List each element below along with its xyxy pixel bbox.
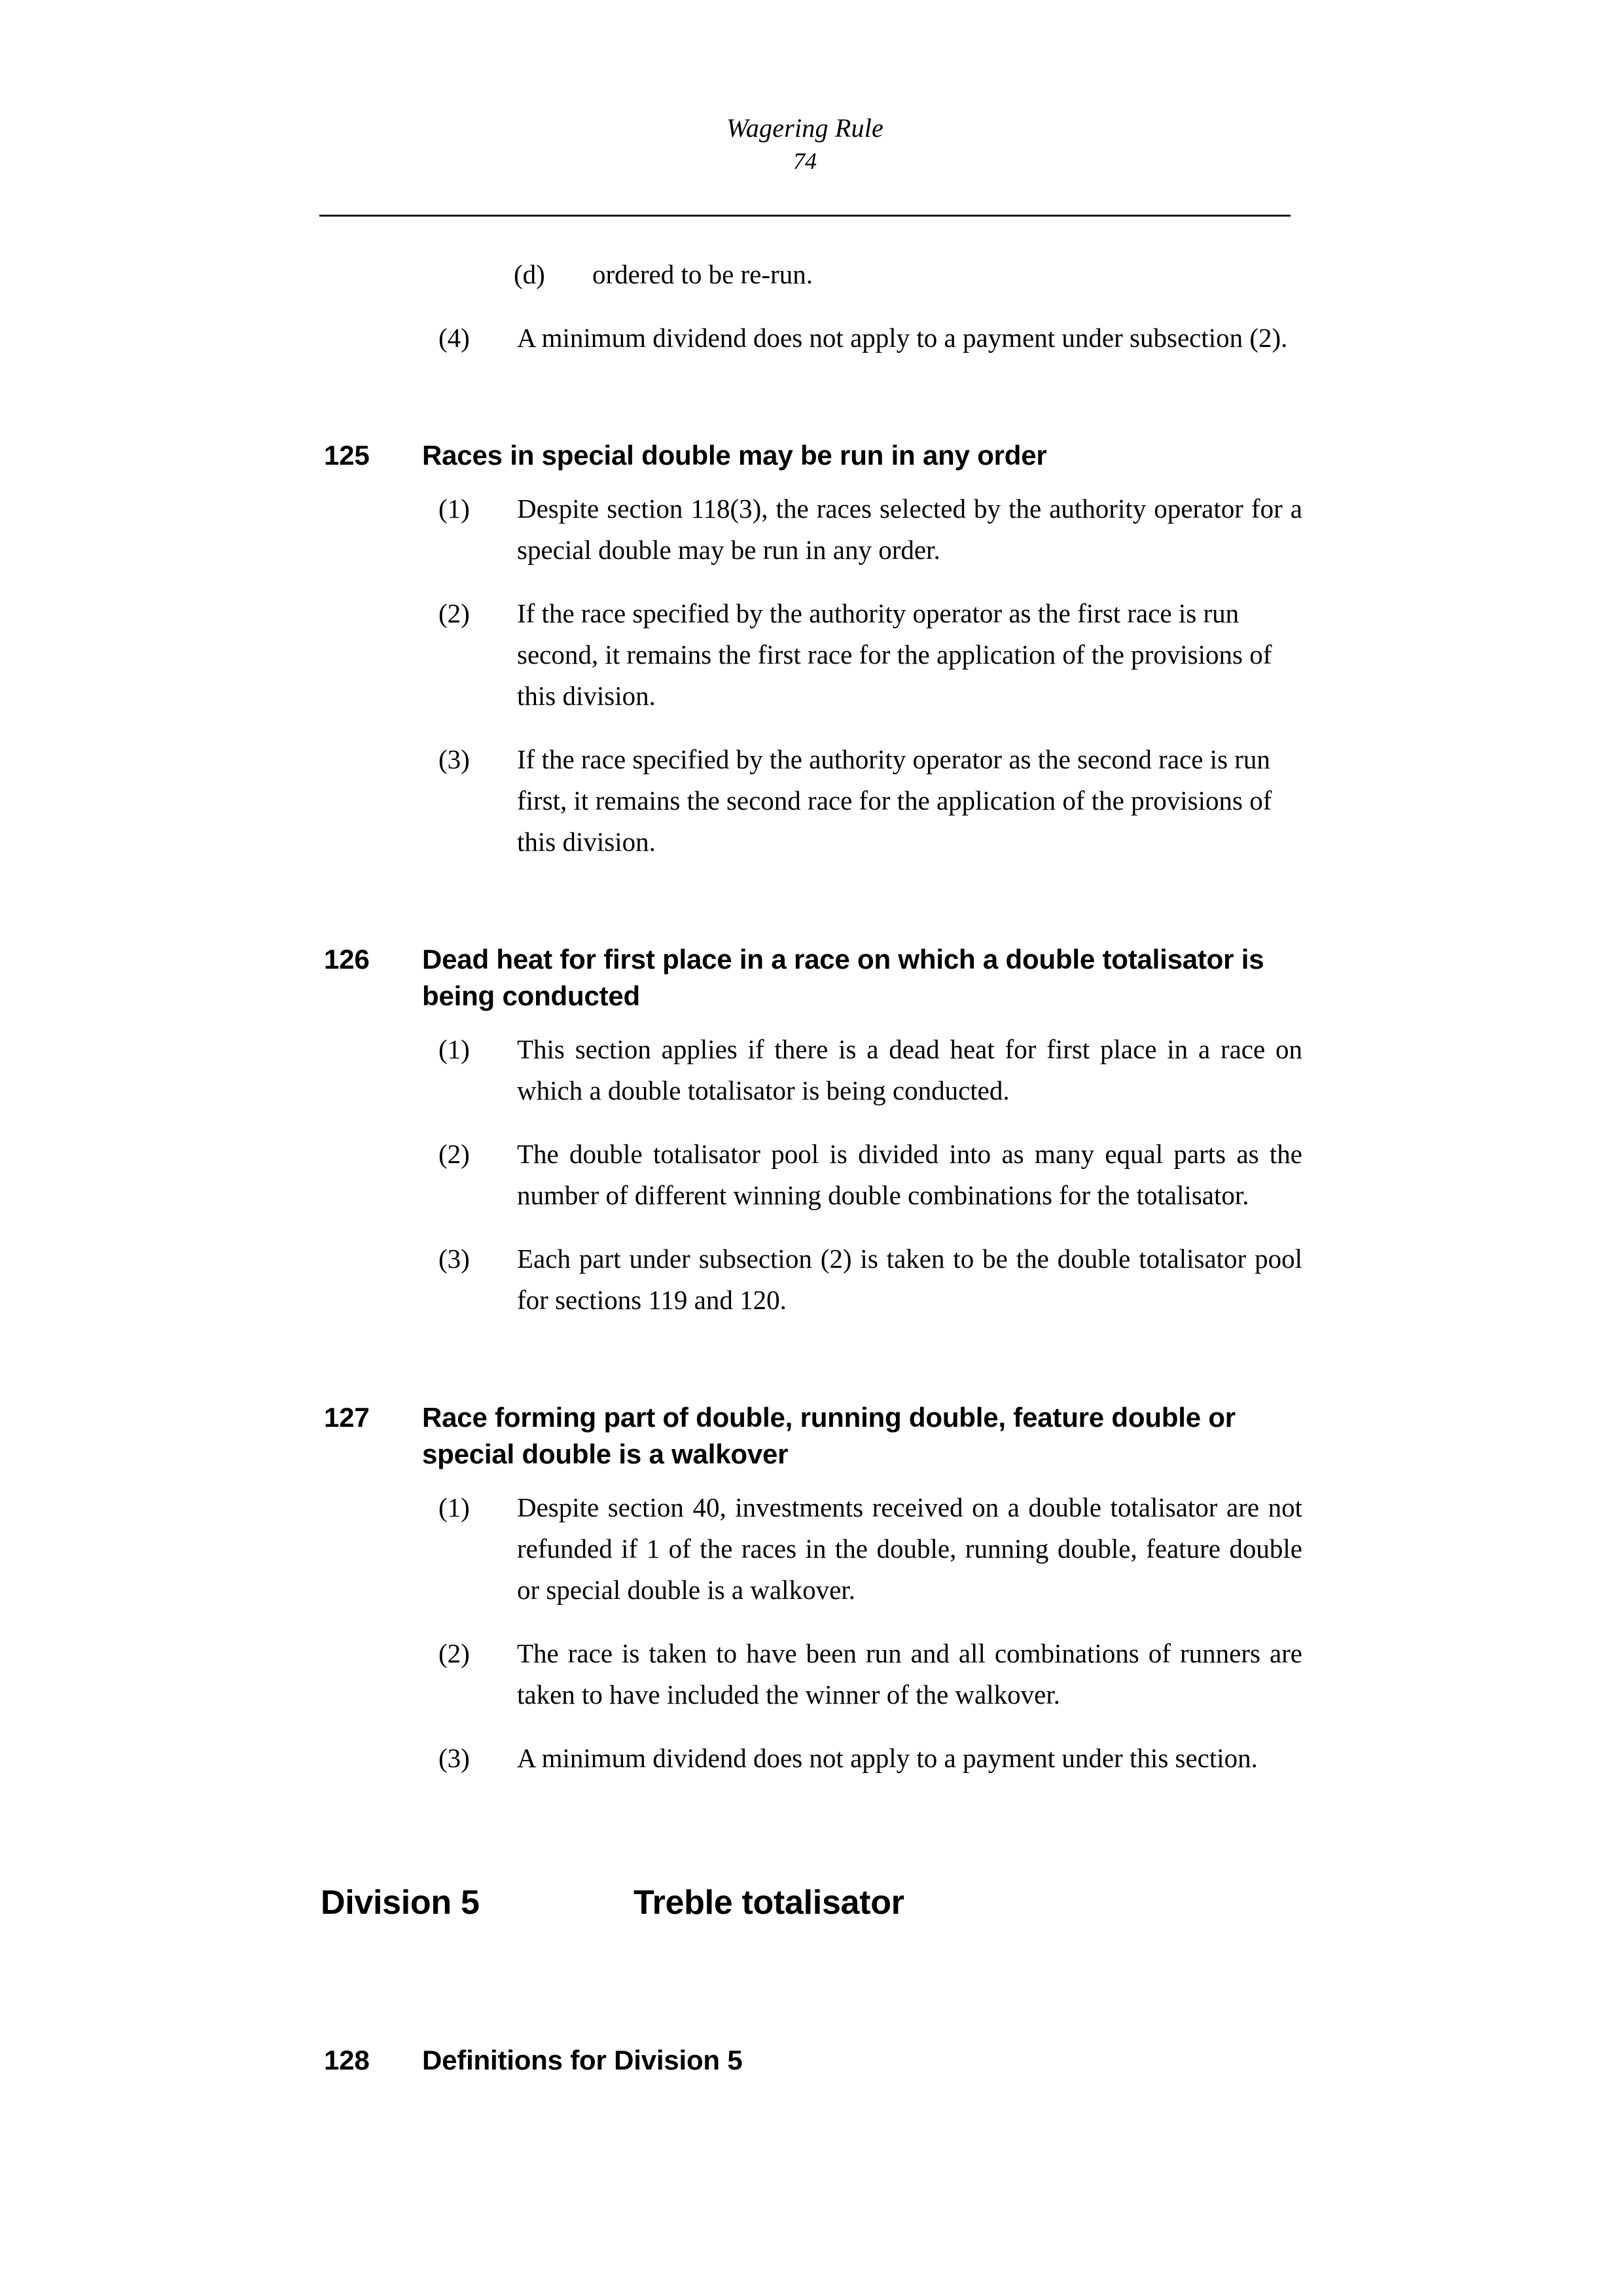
list-item: [0, 1238, 1623, 1321]
spacer: [0, 717, 1623, 739]
section-number: 128: [324, 2045, 370, 2075]
section-heading-127: [0, 1399, 1623, 1473]
paragraph-marker: (2): [438, 598, 470, 628]
spacer: [0, 1216, 1623, 1238]
paragraph-marker: (3): [438, 1743, 470, 1773]
list-item: [0, 1134, 1623, 1216]
section-heading-128: [0, 2042, 1623, 2079]
paragraph-marker: (3): [438, 1244, 470, 1274]
spacer: [0, 1473, 1623, 1487]
spacer: [0, 1779, 1623, 1881]
paragraph-marker: (1): [438, 493, 470, 524]
spacer: [0, 571, 1623, 593]
paragraph-text: The race is taken to have been run and all combinations of runners are taken to have included the winner of the walkover.: [517, 1638, 1302, 1710]
spacer: [0, 1321, 1623, 1399]
paragraph-marker: (2): [438, 1638, 470, 1668]
section-heading-126: [0, 941, 1623, 1014]
list-item: [0, 488, 1623, 571]
spacer: [0, 863, 1623, 941]
spacer: [0, 1611, 1623, 1633]
paragraph-text: This section applies if there is a dead heat for first place in a race on which a double totalisator is being conducted.: [517, 1034, 1302, 1105]
division-label: Division 5: [321, 1884, 480, 1922]
list-item: [0, 1487, 1623, 1611]
document-body: [0, 254, 1623, 2079]
header-divider-rule: [319, 215, 1291, 217]
list-item: [0, 593, 1623, 717]
list-item: [0, 739, 1623, 863]
section-title: Race forming part of double, running double, feature double or special double is a walkover: [422, 1402, 1236, 1469]
paragraph-marker: (1): [438, 1492, 470, 1522]
section-title: Definitions for Division 5: [422, 2045, 743, 2075]
division-heading-5: [0, 1881, 1623, 1924]
paragraph-marker: (2): [438, 1139, 470, 1169]
paragraph-marker: (4): [438, 323, 470, 353]
paragraph-text: Despite section 118(3), the races selected by the authority operator for a special double may be run in any order.: [517, 493, 1302, 565]
running-head: [319, 111, 1291, 177]
paragraph-text: If the race specified by the authority operator as the second race is run first, it remains the second race for the application of the provisions of this division.: [517, 744, 1272, 857]
section-heading-125: [0, 437, 1623, 474]
section-title: Races in special double may be run in any order: [422, 440, 1047, 471]
paragraph-text: A minimum dividend does not apply to a payment under this section.: [517, 1743, 1258, 1773]
paragraph-text: If the race specified by the authority operator as the first race is run second, it remains the first race for the application of the provisions of this division.: [517, 598, 1272, 711]
paragraph-text: Despite section 40, investments received on a double totalisator are not refunded if 1 of the races in the double, running double, feature double or special double is a walkover.: [517, 1492, 1302, 1605]
section-title: Dead heat for first place in a race on which a double totalisator is being conducted: [422, 944, 1264, 1011]
spacer: [0, 1715, 1623, 1738]
section-number: 125: [324, 440, 370, 471]
spacer: [0, 359, 1623, 437]
spacer: [0, 1014, 1623, 1029]
paragraph-text: Each part under subsection (2) is taken to be the double totalisator pool for sections 119 and 120.: [517, 1244, 1302, 1315]
list-item: [0, 1738, 1623, 1779]
spacer: [0, 474, 1623, 488]
spacer: [0, 295, 1623, 317]
paragraph-text: The double totalisator pool is divided into as many equal parts as the number of different winning double combinations for the totalisator.: [517, 1139, 1302, 1210]
section-number: 127: [324, 1402, 370, 1433]
list-item: [0, 254, 1623, 295]
spacer: [0, 1924, 1623, 2042]
paragraph-marker: (d): [514, 259, 545, 289]
running-head-title: Wagering Rule: [726, 113, 883, 143]
list-item: [0, 317, 1623, 359]
running-head-page-number: 74: [793, 148, 817, 174]
list-item: [0, 1633, 1623, 1715]
paragraph-text: A minimum dividend does not apply to a payment under subsection (2).: [517, 323, 1288, 353]
paragraph-marker: (3): [438, 744, 470, 774]
paragraph-text: ordered to be re-run.: [592, 259, 813, 289]
division-title: Treble totalisator: [633, 1884, 904, 1922]
spacer: [0, 1111, 1623, 1134]
list-item: [0, 1029, 1623, 1111]
section-number: 126: [324, 944, 370, 975]
paragraph-marker: (1): [438, 1034, 470, 1064]
